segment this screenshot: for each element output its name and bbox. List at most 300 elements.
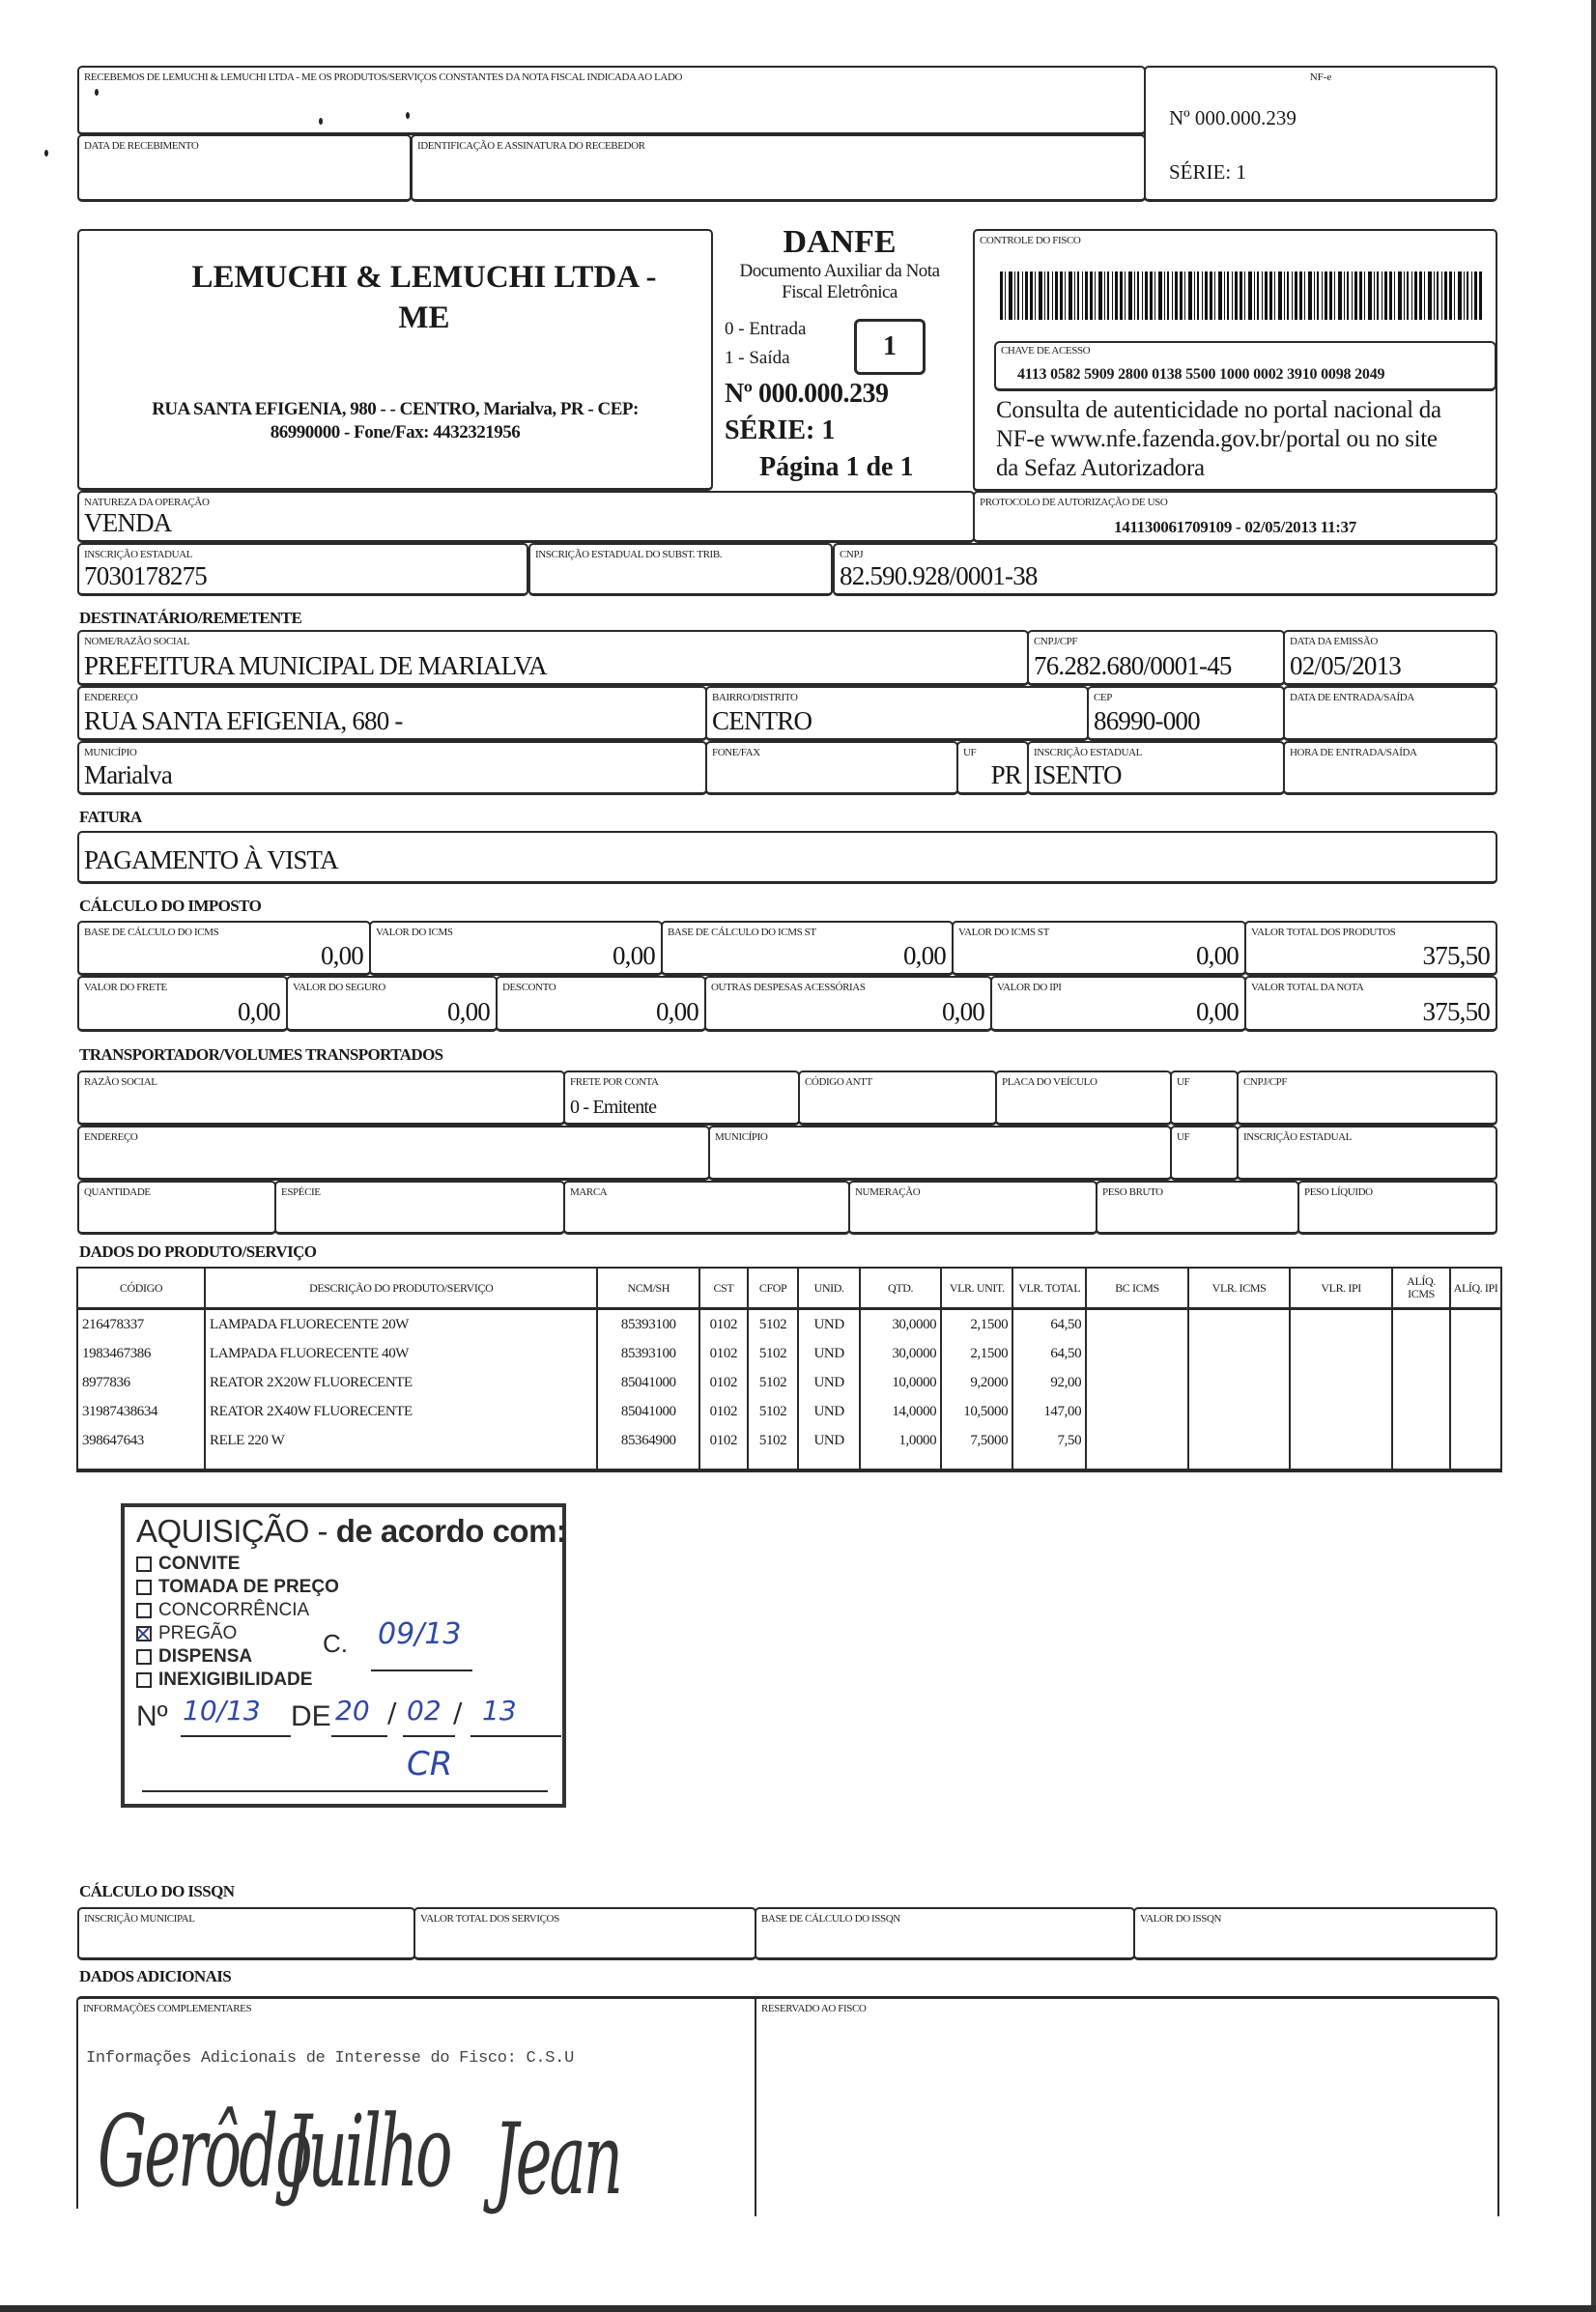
scan-speck xyxy=(406,112,410,119)
access-key-box xyxy=(994,341,1496,391)
transport-antt-label: CÓDIGO ANTT xyxy=(805,1076,872,1088)
cell-aliq-ipi xyxy=(1450,1339,1501,1368)
col-header-total: VLR. TOTAL xyxy=(1012,1268,1086,1309)
stamp-option-label: PREGÃO xyxy=(158,1623,238,1643)
tax-cell xyxy=(286,976,498,1032)
receipt-signature-label: IDENTIFICAÇÃO E ASSINATURA DO RECEBEDOR xyxy=(417,140,645,152)
barcode xyxy=(1000,271,1483,320)
stamp-option-label: TOMADA DE PREÇO xyxy=(158,1577,339,1597)
recipient-district-value: CENTRO xyxy=(712,706,812,735)
cell-unit-price: 7,5000 xyxy=(941,1426,1012,1455)
recipient-cep-box xyxy=(1087,686,1285,741)
cell-code: 8977836 xyxy=(77,1368,205,1397)
col-header-cfop: CFOP xyxy=(748,1268,799,1309)
stamp-date-year: 13 xyxy=(482,1695,517,1727)
operation-nature-value: VENDA xyxy=(84,508,172,537)
transport-uf2-box xyxy=(1170,1126,1239,1181)
recipient-cnpj-label: CNPJ/CPF xyxy=(1034,636,1078,647)
danfe-series: SÉRIE: 1 xyxy=(725,415,836,445)
stamp-initials: CR xyxy=(407,1745,453,1784)
col-header-unit-price: VLR. UNIT. xyxy=(941,1268,1012,1309)
stamp-title xyxy=(136,1513,566,1550)
tax-label: VALOR DO IPI xyxy=(997,982,1062,993)
stamp-date-month: 02 xyxy=(407,1695,442,1727)
transport-quantity-label: QUANTIDADE xyxy=(84,1186,151,1198)
access-key-label: CHAVE DE ACESSO xyxy=(1001,345,1091,357)
transport-section-title: TRANSPORTADOR/VOLUMES TRANSPORTADOS xyxy=(79,1045,443,1064)
recipient-cnpj-value: 76.282.680/0001-45 xyxy=(1034,651,1232,680)
cell-unit: UND xyxy=(798,1339,859,1368)
receipt-nfe-label: NF-e xyxy=(1309,71,1332,83)
issuer-address-line2: 86990000 - Fone/Fax: 4432321956 xyxy=(270,422,521,442)
stamp-option-label: INEXIGIBILIDADE xyxy=(158,1670,313,1690)
cell-bc-icms xyxy=(1086,1397,1188,1426)
cell-total: 147,00 xyxy=(1012,1397,1086,1426)
tax-label: VALOR TOTAL DOS PRODUTOS xyxy=(1251,927,1396,938)
cell-qty: 30,0000 xyxy=(860,1309,941,1340)
cell-cst: 0102 xyxy=(699,1397,748,1426)
receipt-signature-box[interactable] xyxy=(411,134,1146,202)
tax-value: 0,00 xyxy=(902,941,946,970)
col-header-aliq-ipi: ALÍQ. IPI xyxy=(1450,1268,1501,1309)
col-header-aliq-icms: ALÍQ. ICMS xyxy=(1392,1268,1450,1309)
cell-vlr-icms xyxy=(1188,1368,1291,1397)
tax-label: VALOR DO ICMS xyxy=(376,927,453,938)
stamp-number-label: Nº xyxy=(136,1700,168,1732)
cell-description: LAMPADA FLUORECENTE 40W xyxy=(205,1339,598,1368)
recipient-name-box xyxy=(77,630,1029,686)
recipient-name-value: PREFEITURA MUNICIPAL DE MARIALVA xyxy=(84,651,547,680)
tax-label: VALOR DO FRETE xyxy=(84,982,167,993)
cell-cst: 0102 xyxy=(699,1368,748,1397)
issqn-services-total-box xyxy=(413,1907,756,1960)
tax-label: VALOR DO SEGURO xyxy=(293,982,385,993)
cell-vlr-ipi xyxy=(1290,1426,1392,1455)
col-header-code: CÓDIGO xyxy=(77,1268,205,1309)
cell-unit: UND xyxy=(798,1368,859,1397)
cell-description: REATOR 2X40W FLUORECENTE xyxy=(205,1397,598,1426)
cell-vlr-ipi xyxy=(1290,1368,1392,1397)
receipt-statement: RECEBEMOS DE LEMUCHI & LEMUCHI LTDA - ME OS PRODUTOS/SERVIÇOS CONSTANTES DA NOTA FISCAL INDICADA AO LADO xyxy=(84,71,683,83)
cell-aliq-icms xyxy=(1392,1426,1450,1455)
issqn-municipal-reg-box xyxy=(77,1907,415,1960)
col-header-description: DESCRIÇÃO DO PRODUTO/SERVIÇO xyxy=(205,1268,598,1309)
stamp-date-month-underline xyxy=(403,1735,455,1737)
transport-city-label: MUNICÍPIO xyxy=(715,1131,768,1143)
consult-line2[interactable]: NF-e www.nfe.fazenda.gov.br/portal ou no site xyxy=(996,426,1438,452)
transport-uf-label: UF xyxy=(1177,1076,1190,1088)
transport-net-weight-box xyxy=(1297,1181,1497,1235)
recipient-uf-value: PR xyxy=(990,760,1021,789)
col-header-qty: QTD. xyxy=(860,1268,941,1309)
cell-cfop: 5102 xyxy=(748,1397,799,1426)
transport-antt-box xyxy=(798,1070,997,1126)
products-header-row xyxy=(77,1268,1501,1309)
transport-numbering-label: NUMERAÇÃO xyxy=(855,1186,921,1198)
complementary-info-text: Informações Adicionais de Interesse do Fisco: C.S.U xyxy=(86,2049,574,2068)
transport-freight-value: 0 - Emitente xyxy=(570,1097,657,1118)
recipient-cep-value: 86990-000 xyxy=(1094,706,1200,735)
tax-value: 375,50 xyxy=(1422,941,1490,970)
recipient-city-value: Marialva xyxy=(84,760,173,789)
tax-value: 0,00 xyxy=(655,997,698,1026)
recipient-section-title: DESTINATÁRIO/REMETENTE xyxy=(79,609,302,627)
complementary-info-label: INFORMAÇÕES COMPLEMENTARES xyxy=(83,2003,252,2014)
cell-unit-price: 9,2000 xyxy=(941,1368,1012,1397)
cell-vlr-ipi xyxy=(1290,1309,1392,1340)
col-header-vlr-icms: VLR. ICMS xyxy=(1188,1268,1291,1309)
recipient-address-label: ENDEREÇO xyxy=(84,692,138,703)
signature-2: Juilho xyxy=(286,2096,450,2211)
checkbox-icon[interactable] xyxy=(136,1603,152,1618)
stamp-title-normal: AQUISIÇÃO - xyxy=(136,1513,336,1549)
issuer-cnpj-box xyxy=(833,543,1497,596)
danfe-exit-label: 1 - Saída xyxy=(725,348,790,368)
transport-company-box xyxy=(77,1070,565,1126)
cell-aliq-ipi xyxy=(1450,1309,1501,1340)
issue-date-label: DATA DA EMISSÃO xyxy=(1290,636,1378,647)
cell-bc-icms xyxy=(1086,1339,1188,1368)
cell-description: RELE 220 W xyxy=(205,1426,598,1455)
table-row xyxy=(77,1426,1501,1455)
cell-vlr-icms xyxy=(1188,1309,1291,1340)
recipient-state-reg-label: INSCRIÇÃO ESTADUAL xyxy=(1034,747,1143,758)
stamp-date-sep: / xyxy=(453,1697,463,1728)
cell-ncm: 85364900 xyxy=(597,1426,699,1455)
cell-aliq-icms xyxy=(1392,1397,1450,1426)
cell-vlr-icms xyxy=(1188,1339,1291,1368)
col-header-ncm: NCM/SH xyxy=(597,1268,699,1309)
stamp-option-label: DISPENSA xyxy=(158,1646,253,1667)
reserved-fisco-box xyxy=(755,1996,1499,2216)
issuer-box xyxy=(77,229,713,491)
transport-address-label: ENDEREÇO xyxy=(84,1131,138,1143)
cell-bc-icms xyxy=(1086,1426,1188,1455)
issqn-municipal-reg-label: INSCRIÇÃO MUNICIPAL xyxy=(84,1913,195,1925)
tax-cell xyxy=(990,976,1246,1032)
recipient-address-box xyxy=(77,686,707,741)
stamp-option-label: CONVITE xyxy=(158,1554,241,1574)
danfe-subtitle-line2: Fiscal Eletrônica xyxy=(782,282,898,302)
cell-code: 31987438634 xyxy=(77,1397,205,1426)
cell-cst: 0102 xyxy=(699,1426,748,1455)
receipt-statement-box xyxy=(77,66,1146,135)
tax-value: 0,00 xyxy=(237,997,280,1026)
checkbox-icon[interactable] xyxy=(136,1649,152,1665)
stamp-option-tomada[interactable] xyxy=(136,1577,339,1598)
col-header-cst: CST xyxy=(699,1268,748,1309)
checkbox-icon[interactable] xyxy=(136,1580,152,1595)
cell-unit: UND xyxy=(798,1309,859,1340)
cell-code: 1983467386 xyxy=(77,1339,205,1368)
transport-brand-label: MARCA xyxy=(570,1186,608,1198)
cell-ncm: 85041000 xyxy=(597,1397,699,1426)
cell-qty: 14,0000 xyxy=(860,1397,941,1426)
recipient-state-reg-value: ISENTO xyxy=(1034,760,1122,789)
tax-cell xyxy=(1244,921,1497,976)
entry-exit-date-box xyxy=(1283,686,1497,741)
tax-cell xyxy=(369,921,663,976)
transport-city-box xyxy=(708,1126,1172,1181)
table-bottom-rule xyxy=(77,1455,1501,1470)
cell-unit-price: 2,1500 xyxy=(941,1309,1012,1340)
receipt-number: Nº 000.000.239 xyxy=(1169,106,1297,129)
cell-vlr-icms xyxy=(1188,1397,1291,1426)
state-reg-st-label: INSCRIÇÃO ESTADUAL DO SUBST. TRIB. xyxy=(535,549,723,560)
cell-cfop: 5102 xyxy=(748,1309,799,1340)
tax-label: VALOR DO ICMS ST xyxy=(958,927,1049,938)
cell-cst: 0102 xyxy=(699,1339,748,1368)
table-row xyxy=(77,1309,1501,1340)
cell-qty: 30,0000 xyxy=(860,1339,941,1368)
danfe-page: Página 1 de 1 xyxy=(759,452,914,482)
tax-label: DESCONTO xyxy=(502,982,556,993)
danfe-title: DANFE xyxy=(783,224,897,260)
transport-brand-box xyxy=(563,1181,850,1235)
danfe-type-value: 1 xyxy=(883,331,897,361)
cell-vlr-ipi xyxy=(1290,1339,1392,1368)
recipient-district-box xyxy=(705,686,1089,741)
col-header-unit: UNID. xyxy=(798,1268,859,1309)
stamp-date-day: 20 xyxy=(335,1695,370,1727)
tax-value: 0,00 xyxy=(1195,997,1239,1026)
tax-value: 0,00 xyxy=(1195,941,1239,970)
stamp-c-value: 09/13 xyxy=(378,1617,462,1651)
scan-speck xyxy=(319,118,323,125)
complementary-info-box xyxy=(76,1996,756,2218)
cell-aliq-ipi xyxy=(1450,1397,1501,1426)
issue-date-box xyxy=(1283,630,1497,686)
tax-cell xyxy=(77,921,371,976)
state-reg-st-box xyxy=(528,543,833,596)
transport-state-reg-box xyxy=(1237,1126,1497,1181)
stamp-c-label: C. xyxy=(323,1629,348,1658)
cell-total: 64,50 xyxy=(1012,1339,1086,1368)
stamp-date-sep: / xyxy=(387,1697,397,1728)
issqn-value-box xyxy=(1133,1907,1497,1960)
issqn-base-label: BASE DE CÁLCULO DO ISSQN xyxy=(761,1913,900,1925)
cell-vlr-icms xyxy=(1188,1426,1291,1455)
tax-value: 0,00 xyxy=(941,997,984,1026)
stamp-option-concorrencia[interactable] xyxy=(136,1600,309,1621)
transport-uf-box xyxy=(1170,1070,1239,1126)
tax-section-title: CÁLCULO DO IMPOSTO xyxy=(79,897,262,915)
recipient-cnpj-box xyxy=(1027,630,1285,686)
products-table xyxy=(76,1267,1502,1472)
tax-cell xyxy=(77,976,288,1032)
stamp-c-underline xyxy=(371,1670,472,1671)
table-row xyxy=(77,1368,1501,1397)
cell-total: 92,00 xyxy=(1012,1368,1086,1397)
cell-total: 64,50 xyxy=(1012,1309,1086,1340)
recipient-name-label: NOME/RAZÃO SOCIAL xyxy=(84,636,190,647)
stamp-option-dispensa[interactable] xyxy=(136,1646,252,1668)
state-reg-label: INSCRIÇÃO ESTADUAL xyxy=(84,549,193,560)
tax-cell xyxy=(952,921,1246,976)
col-header-bc-icms: BC ICMS xyxy=(1086,1268,1188,1309)
cell-description: LAMPADA FLUORECENTE 20W xyxy=(205,1309,598,1340)
receipt-series: SÉRIE: 1 xyxy=(1169,160,1246,184)
issqn-value-label: VALOR DO ISSQN xyxy=(1140,1913,1222,1925)
transport-state-reg-label: INSCRIÇÃO ESTADUAL xyxy=(1243,1131,1353,1143)
scan-speck xyxy=(44,150,48,157)
checkbox-icon[interactable] xyxy=(136,1672,152,1688)
stamp-title-bold: de acordo com: xyxy=(335,1513,567,1549)
protocol-box xyxy=(973,491,1497,543)
recipient-address-value: RUA SANTA EFIGENIA, 680 - xyxy=(84,706,403,735)
invoice-value: PAGAMENTO À VISTA xyxy=(84,845,338,874)
cell-aliq-ipi xyxy=(1450,1426,1501,1455)
stamp-number-value: 10/13 xyxy=(183,1695,261,1727)
signature-3: Jean xyxy=(494,2103,620,2218)
tax-value: 0,00 xyxy=(612,941,655,970)
tax-value: 0,00 xyxy=(320,941,363,970)
table-row xyxy=(77,1397,1501,1426)
transport-species-box xyxy=(274,1181,565,1235)
stamp-option-label: CONCORRÊNCIA xyxy=(158,1600,310,1620)
entry-exit-date-label: DATA DE ENTRADA/SAÍDA xyxy=(1290,692,1414,703)
recipient-uf-box xyxy=(956,741,1029,795)
entry-exit-time-box xyxy=(1283,741,1497,795)
recipient-uf-label: UF xyxy=(963,747,977,758)
cell-cst: 0102 xyxy=(699,1309,748,1340)
protocol-label: PROTOCOLO DE AUTORIZAÇÃO DE USO xyxy=(980,497,1168,508)
stamp-option-pregao[interactable] xyxy=(136,1623,237,1644)
checkbox-checked-icon[interactable] xyxy=(136,1626,152,1641)
transport-cnpj-label: CNPJ/CPF xyxy=(1243,1076,1288,1088)
transport-plate-box xyxy=(995,1070,1172,1126)
cell-code: 398647643 xyxy=(77,1426,205,1455)
cell-vlr-ipi xyxy=(1290,1397,1392,1426)
cell-cfop: 5102 xyxy=(748,1426,799,1455)
cell-aliq-icms xyxy=(1392,1339,1450,1368)
recipient-phone-label: FONE/FAX xyxy=(712,747,760,758)
transport-gross-weight-label: PESO BRUTO xyxy=(1102,1186,1163,1198)
transport-freight-label: FRETE POR CONTA xyxy=(570,1076,659,1088)
products-section-title: DADOS DO PRODUTO/SERVIÇO xyxy=(79,1242,317,1261)
cell-description: REATOR 2X20W FLUORECENTE xyxy=(205,1368,598,1397)
protocol-value: 141130061709109 - 02/05/2013 11:37 xyxy=(1114,518,1356,536)
scan-speck xyxy=(95,89,99,96)
transport-species-label: ESPÉCIE xyxy=(281,1186,321,1198)
recipient-state-reg-box xyxy=(1027,741,1285,795)
invoice-section-title: FATURA xyxy=(79,808,142,826)
stamp-date-day-underline xyxy=(331,1735,387,1737)
tax-label: VALOR TOTAL DA NOTA xyxy=(1251,982,1364,993)
transport-company-label: RAZÃO SOCIAL xyxy=(84,1076,157,1088)
cell-code: 216478337 xyxy=(77,1309,205,1340)
state-reg-value: 7030178275 xyxy=(84,561,208,590)
table-row xyxy=(77,1339,1501,1368)
recipient-cep-label: CEP xyxy=(1094,692,1112,703)
invoice-box xyxy=(77,831,1497,884)
tax-cell xyxy=(704,976,992,1032)
cell-aliq-icms xyxy=(1392,1368,1450,1397)
transport-address-box xyxy=(77,1126,710,1181)
danfe-type-box xyxy=(854,319,926,375)
entry-exit-time-label: HORA DE ENTRADA/SAÍDA xyxy=(1290,747,1417,758)
danfe-subtitle-line1: Documento Auxiliar da Nota xyxy=(739,261,940,281)
recipient-phone-box xyxy=(705,741,958,795)
issqn-base-box xyxy=(755,1907,1135,1960)
cell-qty: 1,0000 xyxy=(860,1426,941,1455)
cell-unit-price: 10,5000 xyxy=(941,1397,1012,1426)
cell-bc-icms xyxy=(1086,1368,1188,1397)
cell-ncm: 85041000 xyxy=(597,1368,699,1397)
state-reg-box xyxy=(77,543,528,596)
transport-plate-label: PLACA DO VEÍCULO xyxy=(1002,1076,1097,1088)
consult-line1: Consulta de autenticidade no portal nacional da xyxy=(996,397,1441,423)
tax-cell xyxy=(496,976,706,1032)
stamp-option-convite[interactable] xyxy=(136,1554,240,1575)
consult-line3: da Sefaz Autorizadora xyxy=(996,455,1205,481)
cell-ncm: 85393100 xyxy=(597,1339,699,1368)
issqn-services-total-label: VALOR TOTAL DOS SERVIÇOS xyxy=(420,1913,559,1925)
tax-label: BASE DE CÁLCULO DO ICMS ST xyxy=(668,927,816,938)
tax-label: OUTRAS DESPESAS ACESSÓRIAS xyxy=(711,982,866,993)
cell-cfop: 5102 xyxy=(748,1339,799,1368)
cell-qty: 10,0000 xyxy=(860,1368,941,1397)
checkbox-icon[interactable] xyxy=(136,1556,152,1572)
danfe-block xyxy=(713,224,966,491)
scan-edge-bottom xyxy=(0,2305,1596,2312)
danfe-number: Nº 000.000.239 xyxy=(725,379,889,409)
stamp-date-label: DE xyxy=(291,1700,331,1732)
cell-aliq-icms xyxy=(1392,1309,1450,1340)
stamp-signature-line xyxy=(142,1790,548,1792)
cell-unit: UND xyxy=(798,1397,859,1426)
recipient-district-label: BAIRRO/DISTRITO xyxy=(712,692,798,703)
fiscal-control-label: CONTROLE DO FISCO xyxy=(980,235,1081,246)
col-header-vlr-ipi: VLR. IPI xyxy=(1290,1268,1392,1309)
issuer-address-line1: RUA SANTA EFIGENIA, 980 - - CENTRO, Marialva, PR - CEP: xyxy=(152,399,639,419)
issuer-cnpj-label: CNPJ xyxy=(840,549,864,560)
cell-unit-price: 2,1500 xyxy=(941,1339,1012,1368)
issuer-name-line1: LEMUCHI & LEMUCHI LTDA - xyxy=(191,260,657,295)
transport-freight-box xyxy=(563,1070,800,1126)
transport-numbering-box xyxy=(848,1181,1097,1235)
acquisition-stamp xyxy=(121,1503,566,1808)
stamp-option-inexigibilidade[interactable] xyxy=(136,1670,312,1691)
receipt-date-box[interactable] xyxy=(77,134,412,202)
cell-aliq-ipi xyxy=(1450,1368,1501,1397)
cell-bc-icms xyxy=(1086,1309,1188,1340)
danfe-entry-label: 0 - Entrada xyxy=(725,319,807,339)
cell-cfop: 5102 xyxy=(748,1368,799,1397)
reserved-fisco-label: RESERVADO AO FISCO xyxy=(761,2003,867,2014)
operation-nature-box xyxy=(77,491,975,543)
cell-unit: UND xyxy=(798,1426,859,1455)
receipt-date-label: DATA DE RECEBIMENTO xyxy=(84,140,199,152)
issue-date-value: 02/05/2013 xyxy=(1290,651,1402,680)
signature-1: Gerôdo xyxy=(98,2096,310,2211)
tax-value: 0,00 xyxy=(446,997,490,1026)
tax-label: BASE DE CÁLCULO DO ICMS xyxy=(84,927,219,938)
recipient-city-label: MUNICÍPIO xyxy=(84,747,137,758)
fiscal-control-box xyxy=(973,229,1497,492)
cell-ncm: 85393100 xyxy=(597,1309,699,1340)
stamp-date-year-underline xyxy=(470,1735,561,1737)
recipient-city-box xyxy=(77,741,707,795)
issuer-name-line2: ME xyxy=(398,300,450,335)
stamp-number-underline xyxy=(181,1735,291,1737)
access-key-value[interactable]: 4113 0582 5909 2800 0138 5500 1000 0002 3910 0098 2049 xyxy=(1017,366,1385,383)
operation-nature-label: NATUREZA DA OPERAÇÃO xyxy=(84,497,210,508)
scan-edge-right xyxy=(1591,0,1596,2312)
issuer-cnpj-value: 82.590.928/0001-38 xyxy=(840,561,1038,590)
issqn-section-title: CÁLCULO DO ISSQN xyxy=(79,1882,235,1900)
tax-cell xyxy=(661,921,954,976)
